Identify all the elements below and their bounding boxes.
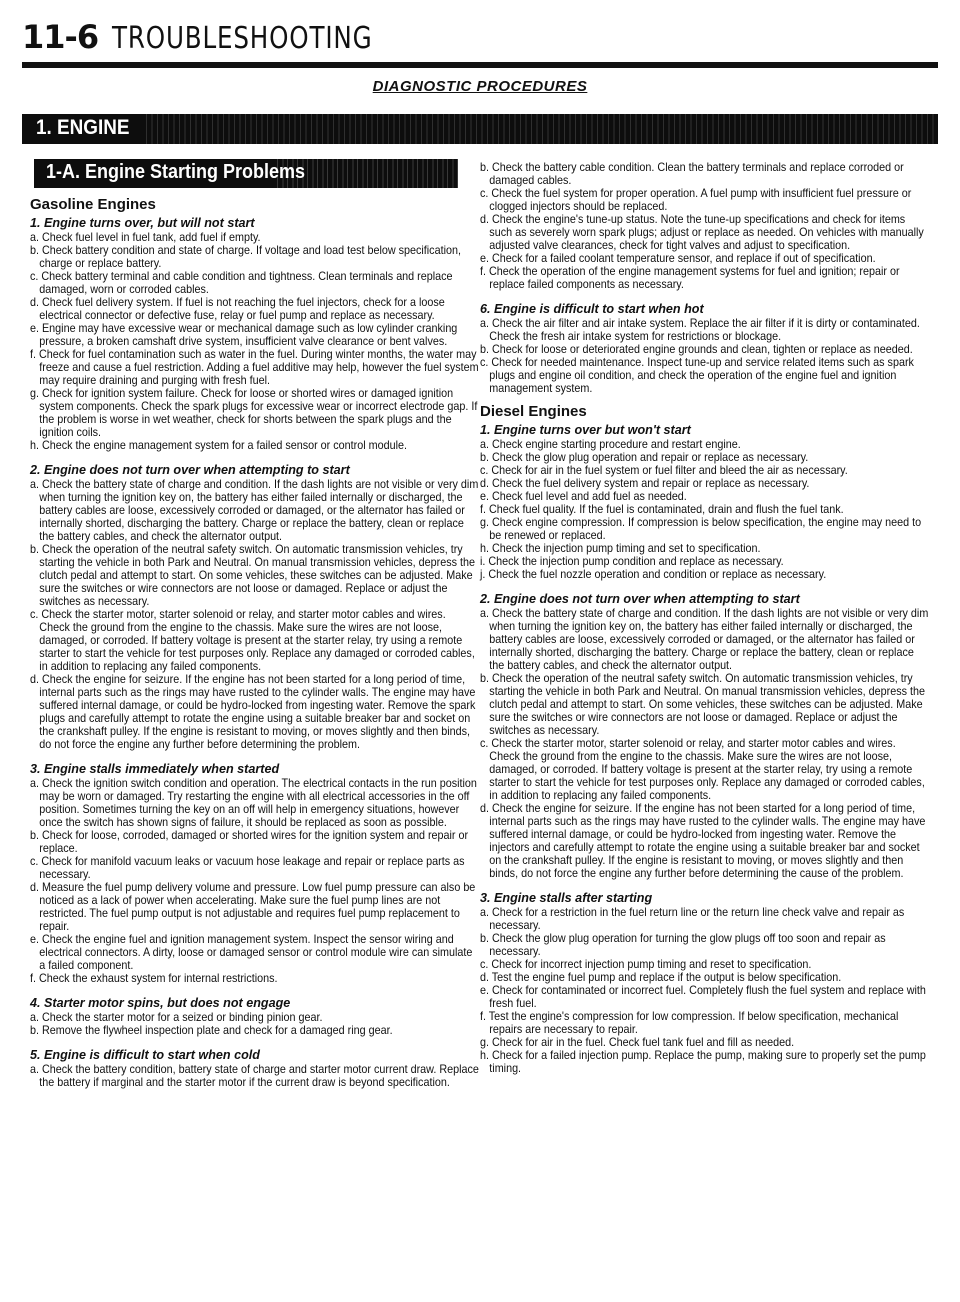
list-item: b. Check the operation of the neutral safety switch. On automatic transmission vehicles, try starting the vehicle in both Park and Neutral. On manual transmission vehicles, depress the clutch pedal and attempt to start. On some vehicles, these switches can be adjusted. Make sure the switches or wire connectors are not loose or damaged. Replace or adjust the switches as necessary.	[30, 543, 476, 608]
list-item: g. Check engine compression. If compression is below specification, the engine may need to be renewed or replaced.	[480, 516, 922, 542]
list-item: d. Test the engine fuel pump and replace if the output is below specification.	[480, 971, 842, 984]
list-item: c. Check battery terminal and cable condition and tightness. Clean terminals and replace damaged, worn or corroded cables.	[30, 270, 453, 296]
problem-heading: 5. Engine is difficult to start when cold	[30, 1048, 260, 1062]
diesel-heading: Diesel Engines	[480, 403, 587, 420]
list-item: e. Check for a failed coolant temperature sensor, and replace if out of specification.	[480, 252, 876, 265]
list-item: h. Check the injection pump timing and set to specification.	[480, 542, 761, 555]
page-header	[22, 18, 430, 58]
list-item: b. Check the operation of the neutral safety switch. On automatic transmission vehicles, try starting the vehicle in both Park and Neutral. On manual transmission vehicles, depress the clutch pedal and attempt to start. On some vehicles, these switches can be adjusted. Make sure the switches or wire connectors are not loose or damaged. Replace or adjust the switches as necessary.	[480, 672, 926, 737]
list-item: a. Check for a restriction in the fuel return line or the return line check valve and repair as necessary.	[480, 906, 905, 932]
list-item: d. Check the engine for seizure. If the engine has not been started for a long period of time, internal parts such as the rings may have rusted to the cylinder walls. The engine may have suffered internal damage, or could be hydro-locked from ingesting water. Remove the spark plugs and carefully attempt to rotate the engine using a suitable breaker bar and socket on the crankshaft pulley. If the engine is resistant to moving, or moves slightly and then binds, do not force the engine any further before determining the problem.	[30, 673, 476, 751]
left-column	[30, 194, 479, 1089]
list-item: h. Check for a failed injection pump. Replace the pump, making sure to properly set the pump timing.	[480, 1049, 926, 1075]
list-item: c. Check for needed maintenance. Inspect tune-up and service related items such as spark plugs and engine oil condition, and check the operation of the engine fuel and ignition management system.	[480, 356, 914, 395]
header-rule	[22, 62, 938, 68]
problem-heading: 4. Starter motor spins, but does not engage	[30, 996, 291, 1010]
list-item: a. Check the battery state of charge and condition. If the dash lights are not visible or very dim when turning the ignition key on, the battery has either failed internally or discharged, the battery cables are loose, excessively corroded or damaged, or the alternator has failed or internally shorted, discharging the battery. Charge or replace the battery, clean or replace the battery cables, and check the alternator output.	[480, 607, 929, 672]
list-item: c. Check the starter motor, starter solenoid or relay, and starter motor cables and wires. Check the ground from the engine to the chassis. Make sure the wires are not loose, damaged, or corroded. If battery voltage is present at the starter relay, try using a remote starter to start the vehicle for test purposes only. Replace any damaged or corroded cables, in addition to replacing any failed components.	[480, 737, 925, 802]
list-item: d. Measure the fuel pump delivery volume and pressure. Low fuel pump pressure can also be noticed as a lack of power when accelerating. Make sure the fuel pump lines are not restricted. The fuel pump output is not adjustable and requires fuel pump replacement to repair.	[30, 881, 476, 933]
bar-texture	[142, 114, 938, 144]
list-item: a. Check the battery state of charge and condition. If the dash lights are not visible or very dim when turning the ignition key on, the battery has either failed internally or discharged, the battery cables are loose, excessively corroded or damaged, or the alternator has failed or internally shorted, discharging the battery. Charge or replace the battery, clean or replace the battery cables, and check the alternator output.	[30, 478, 479, 543]
engine-section-label: 1. ENGINE	[36, 116, 130, 139]
list-item: b. Check battery condition and state of charge. If voltage and load test below specification, charge or replace battery.	[30, 244, 461, 270]
problem-heading: 1. Engine turns over but won't start	[480, 423, 691, 437]
problem-heading: 6. Engine is difficult to start when hot	[480, 302, 704, 316]
list-item: f. Check for fuel contamination such as water in the fuel. During winter months, the water may freeze and cause a fuel restriction. Adding a fuel additive may help, however the fuel system may require draining and purging with fresh fuel.	[30, 348, 479, 387]
list-item: e. Check for contaminated or incorrect fuel. Completely flush the fuel system and replace with fresh fuel.	[480, 984, 926, 1010]
list-item: f. Check fuel quality. If the fuel is contaminated, drain and flush the fuel tank.	[480, 503, 844, 516]
list-item: c. Check for manifold vacuum leaks or vacuum hose leakage and repair or replace parts as necessary.	[30, 855, 465, 881]
list-item: a. Check the ignition switch condition and operation. The electrical contacts in the run position may be worn or damaged. Try restarting the engine with all electrical accessories in the off position. Sometimes turning the key on an off will help in emergency situations, however once the switch has shown signs of failure, it should be replaced as soon as possible.	[30, 777, 477, 829]
list-item: d. Check fuel delivery system. If fuel is not reaching the fuel injectors, check for a loose electrical connector or defective fuse, relay or fuel pump and replace as necessary.	[30, 296, 445, 322]
list-item: b. Check for loose, corroded, damaged or shorted wires for the ignition system and repair or replace.	[30, 829, 469, 855]
list-item: e. Check the engine fuel and ignition management system. Inspect the sensor wiring and electrical connectors. A dirty, loose or damaged sensor or control module wire can simulate a failed component.	[30, 933, 473, 972]
list-item: b. Check the glow plug operation and repair or replace as necessary.	[480, 451, 809, 464]
list-item: f. Check the operation of the engine management systems for fuel and ignition; repair or replace failed components as necessary.	[480, 265, 900, 291]
list-item: c. Check for air in the fuel system or fuel filter and bleed the air as necessary.	[480, 464, 848, 477]
engine-section-bar	[22, 114, 938, 144]
list-item: d. Check the engine for seizure. If the engine has not been started for a long period of time, internal parts such as the rings may have rusted to the cylinder walls. The engine may have suffered internal damage, or could be hydro-locked from ingesting water. Remove the injectors and carefully attempt to rotate the engine using a suitable breaker bar and socket on the crankshaft pulley. If the engine is resistant to moving, or moves slightly and then binds, do not force the engine any further before determining the cause of the problem.	[480, 802, 926, 880]
list-item: d. Check the fuel delivery system and repair or replace as necessary.	[480, 477, 810, 490]
problem-heading: 3. Engine stalls after starting	[480, 891, 653, 905]
list-item: c. Check the starter motor, starter solenoid or relay, and starter motor cables and wires. Check the ground from the engine to the chassis. Make sure the wires are not loose, damaged, or corroded. If battery voltage is present at the starter relay, try using a remote starter to start the vehicle for test purposes only. Replace any damaged or corroded cables, in addition to replacing any failed components.	[30, 608, 475, 673]
problem-heading: 2. Engine does not turn over when attempting to start	[30, 463, 350, 477]
problem-heading: 3. Engine stalls immediately when started	[30, 762, 280, 776]
list-item: f. Check the exhaust system for internal restrictions.	[30, 972, 278, 985]
list-item: h. Check the engine management system for a failed sensor or control module.	[30, 439, 407, 452]
list-item: a. Check the air filter and air intake system. Replace the air filter if it is dirty or contaminated. Check the fresh air intake system for restrictions or blockage.	[480, 317, 920, 343]
list-item: g. Check for ignition system failure. Check for loose or shorted wires or damaged ignition system components. Check the spark plugs for excessive wear or incorrect electrode gap. If the problem is worse in wet weather, check for shorts between the spark plugs and the ignition coils.	[30, 387, 478, 439]
subsection-bar	[34, 159, 458, 188]
list-item: b. Check the battery cable condition. Clean the battery terminals and replace corroded or damaged cables.	[480, 161, 904, 187]
list-item: j. Check the fuel nozzle operation and condition or replace as necessary.	[480, 568, 827, 581]
list-item: e. Check fuel level and add fuel as needed.	[480, 490, 687, 503]
list-item: a. Check fuel level in fuel tank, add fuel if empty.	[30, 231, 261, 244]
list-item: c. Check the fuel system for proper operation. A fuel pump with insufficient fuel pressure or clogged injectors should be replaced.	[480, 187, 912, 213]
list-item: a. Check the starter motor for a seized or binding pinion gear.	[30, 1011, 323, 1024]
list-item: f. Test the engine's compression for low compression. If below specification, mechanical repairs are necessary to repair.	[480, 1010, 899, 1036]
list-item: i. Check the injection pump condition and replace as necessary.	[480, 555, 784, 568]
list-item: b. Remove the flywheel inspection plate and check for a damaged ring gear.	[30, 1024, 393, 1037]
subsection-label: 1-A. Engine Starting Problems	[46, 161, 306, 183]
list-item: b. Check the glow plug operation for turning the glow plugs off too soon and repair as necessary.	[480, 932, 886, 958]
diagnostic-title: DIAGNOSTIC PROCEDURES	[372, 78, 588, 95]
page-number: 11-6	[22, 18, 99, 56]
list-item: d. Check the engine's tune-up status. Note the tune-up specifications and check for items such as severely worn spark plugs; adjust or replace as needed. On vehicles with manually adjusted valve clearances, check for tight valves and adjust to specification.	[480, 213, 924, 252]
problem-heading: 1. Engine turns over, but will not start	[30, 216, 255, 230]
gasoline-heading: Gasoline Engines	[30, 196, 156, 213]
list-item: a. Check the battery condition, battery state of charge and starter motor current draw. Replace the battery if marginal and the starter motor if the current draw is beyond specification.	[30, 1063, 479, 1089]
list-item: g. Check for air in the fuel. Check fuel tank fuel and fill as needed.	[480, 1036, 795, 1049]
right-column	[480, 161, 929, 1075]
list-item: e. Engine may have excessive wear or mechanical damage such as low cylinder cranking pressure, a broken camshaft drive system, insufficient valve clearance or bent valves.	[30, 322, 458, 348]
problem-heading: 2. Engine does not turn over when attempting to start	[480, 592, 800, 606]
section-title: TROUBLESHOOTING	[112, 21, 373, 56]
list-item: a. Check engine starting procedure and restart engine.	[480, 438, 741, 451]
list-item: b. Check for loose or deteriorated engine grounds and clean, tighten or replace as needed.	[480, 343, 913, 356]
list-item: c. Check for incorrect injection pump timing and reset to specification.	[480, 958, 812, 971]
